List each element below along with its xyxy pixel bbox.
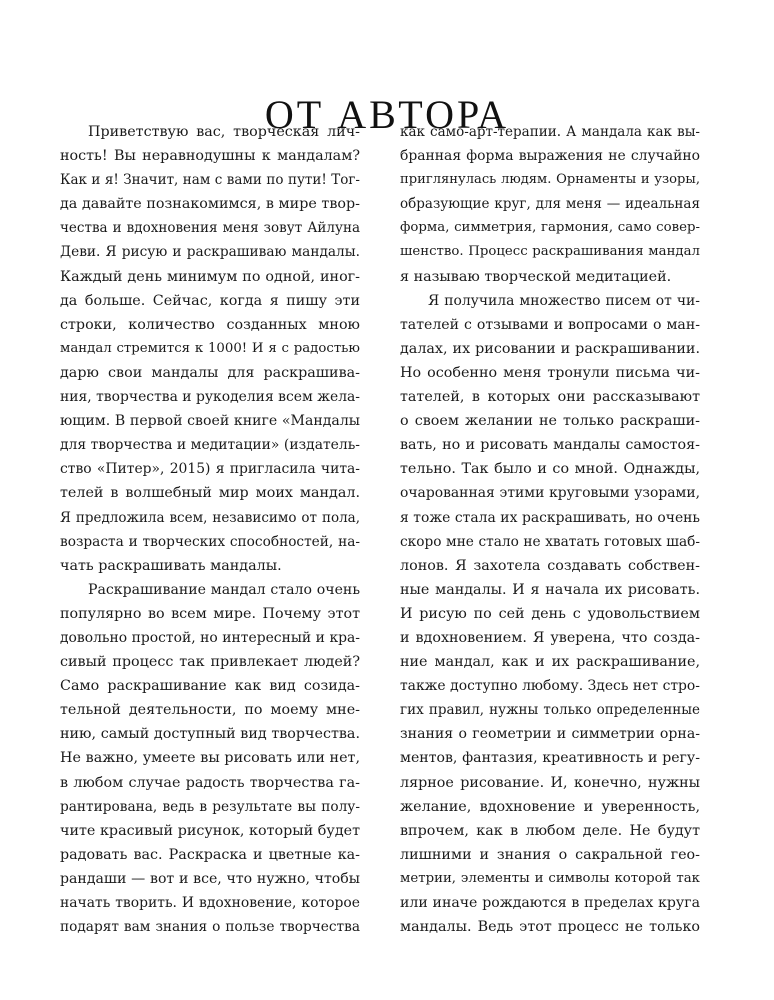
text-line: Как и я! Значит, нам с вами по пути! Тог- (60, 172, 360, 189)
text-line: ние мандал, как и их раскрашивание, (400, 654, 700, 671)
text-line: довольно простой, но интересный и кра- (60, 629, 360, 646)
text-line: приглянулась людям. Орнаменты и узоры, (400, 172, 700, 188)
text-line: тельно. Так было и со мной. Однажды, (400, 461, 700, 478)
text-line: нию, самый доступный вид творчества. (60, 726, 360, 743)
text-line: тельной деятельности, по моему мне- (60, 702, 360, 719)
text-line: впрочем, как в любом деле. Не будут (400, 822, 700, 839)
text-line: Само раскрашивание как вид созида- (60, 678, 360, 695)
text-line: знания о геометрии и симметрии орна- (400, 726, 700, 743)
text-line: и вдохновением. Я уверена, что созда- (400, 629, 700, 646)
text-line: в любом случае радость творчества га- (60, 774, 360, 791)
text-line: форма, симметрия, гармония, само совер- (400, 220, 700, 236)
text-line: я тоже стала их раскрашивать, но очень (400, 509, 700, 526)
text-line: скоро мне стало не хватать готовых шаб- (400, 533, 700, 550)
text-line: начать творить. И вдохновение, которое (60, 895, 360, 911)
text-line: Приветствую вас, творческая лич- (88, 124, 360, 140)
text-line: Я предложила всем, независимо от пола, (60, 509, 360, 526)
text-line: метрии, элементы и символы которой так (400, 870, 700, 886)
text-line: строки, количество созданных мною (60, 316, 360, 333)
text-line: подарят вам знания о пользе творчества (60, 919, 360, 936)
text-line: я называю творческой медитацией. (400, 268, 672, 285)
text-line: чать раскрашивать мандалы. (60, 557, 282, 574)
text-line: популярно во всем мире. Почему этот (60, 605, 360, 622)
text-line: лярное рисование. И, конечно, нужны (400, 774, 700, 791)
text-line: желание, вдохновение и уверенность, (400, 798, 700, 815)
text-line: мандалы. Ведь этот процесс не только (400, 919, 700, 936)
text-line: радовать вас. Раскраска и цветные ка- (60, 846, 360, 863)
text-line: для творчества и медитации» (издатель- (60, 437, 360, 454)
text-line: тателей с отзывами и вопросами о ман- (400, 316, 700, 333)
text-line: дарю свои мандалы для раскрашива- (60, 364, 360, 381)
text-line: Раскрашивание мандал стало очень (88, 581, 360, 598)
text-line: ные мандалы. И я начала их рисовать. (400, 581, 700, 598)
text-line: мандал стремится к 1000! И я с радостью (60, 340, 360, 356)
text-line: бранная форма выражения не случайно (400, 148, 700, 165)
text-line: вать, но и рисовать мандалы самостоя- (400, 437, 700, 454)
text-line: о своем желании не только раскраши- (400, 413, 700, 430)
text-line: Но особенно меня тронули письма чи- (400, 364, 700, 381)
text-line: чите красивый рисунок, который будет (60, 822, 360, 839)
text-line: лишними и знания о сакральной гео- (400, 846, 700, 863)
text-line: или иначе рождаются в пределах круга (400, 895, 700, 911)
text-line: Каждый день минимум по одной, иног- (60, 268, 360, 285)
text-line: ство «Питер», 2015) я пригласила чита- (60, 461, 360, 478)
text-line: лонов. Я захотела создавать собствен- (400, 557, 700, 574)
text-line: образующие круг, для меня — идеальная (400, 196, 700, 213)
text-line: шенство. Процесс раскрашивания мандал (400, 244, 700, 260)
text-column-left (60, 120, 360, 939)
text-line: Не важно, умеете вы рисовать или нет, (60, 750, 360, 767)
text-line: сивый процесс так привлекает людей? (60, 654, 360, 671)
text-column-right (400, 120, 700, 939)
text-line: тателей, в которых они рассказывают (400, 389, 700, 406)
text-line: очарованная этими круговыми узорами, (400, 485, 700, 502)
text-line: ния, творчества и рукоделия всем жела- (60, 389, 360, 406)
text-line: чества и вдохновения меня зовут Айлуна (60, 220, 360, 237)
text-line: И рисую по сей день с удовольствием (400, 605, 700, 622)
text-line: ментов, фантазия, креативность и регу- (400, 750, 700, 767)
text-line: ющим. В первой своей книге «Мандалы (60, 413, 360, 430)
text-line: рантирована, ведь в результате вы полу- (60, 798, 360, 815)
text-line: ность! Вы неравнодушны к мандалам? (60, 148, 360, 165)
text-line: Деви. Я рисую и раскрашиваю мандалы. (60, 244, 360, 261)
text-line: телей в волшебный мир моих мандал. (60, 485, 360, 502)
text-line: как само-арт-терапии. А мандала как вы- (400, 124, 700, 140)
text-line: да давайте познакомимся, в мире твор- (60, 196, 360, 213)
text-line: далах, их рисовании и раскрашивании. (400, 340, 700, 357)
text-line: Я получила множество писем от чи- (428, 292, 700, 309)
text-line: возраста и творческих способностей, на- (60, 533, 360, 550)
page-title: ОТ АВТОРА (264, 91, 510, 137)
text-line: да больше. Сейчас, когда я пишу эти (60, 292, 360, 309)
text-line: гих правил, нужны только определенные (400, 702, 700, 719)
text-line: также доступно любому. Здесь нет стро- (400, 678, 700, 695)
text-line: рандаши — вот и все, что нужно, чтобы (60, 870, 360, 887)
